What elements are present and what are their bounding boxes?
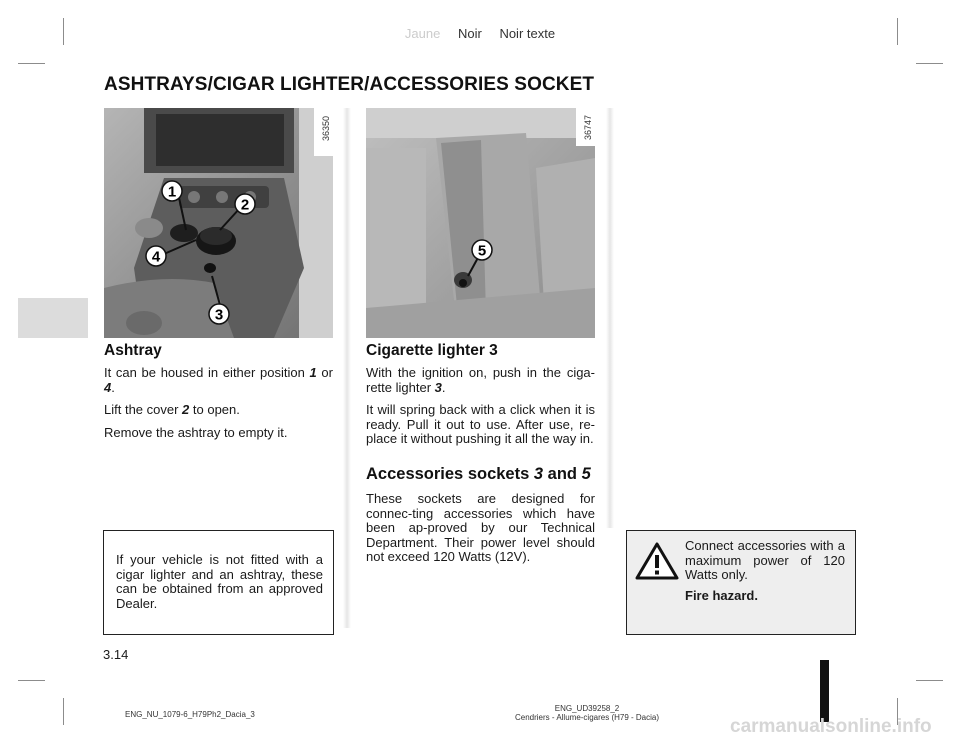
warning-box xyxy=(626,530,856,635)
ashtray-section xyxy=(104,342,333,440)
callout-1 xyxy=(162,181,182,201)
edge-bar xyxy=(820,660,829,722)
paragraph: It can be housed in either position 1 or 4. xyxy=(104,365,333,395)
paragraph: Lift the cover 2 to open. xyxy=(104,402,240,418)
callout-4 xyxy=(146,246,166,266)
chapter-tab xyxy=(18,298,88,338)
note-box xyxy=(103,530,334,635)
svg-text:1: 1 xyxy=(167,183,177,201)
color-label: Jaune xyxy=(404,26,441,41)
accessories-socket-photo xyxy=(366,108,595,338)
column-divider xyxy=(343,108,351,628)
paragraph: It will spring back with a click when it is ready. Pull it out to use. After use, re-place it without pushing it all the way in. xyxy=(366,402,595,447)
section-heading: Cigarette lighter 3 xyxy=(366,342,498,359)
ashtray-photo xyxy=(104,108,333,338)
svg-text:4: 4 xyxy=(151,248,161,266)
page-number: 3.14 xyxy=(103,647,129,662)
svg-text:5: 5 xyxy=(477,242,487,260)
section-heading: Ashtray xyxy=(104,342,162,359)
warning-triangle-icon xyxy=(634,541,680,581)
crop-mark xyxy=(63,698,64,725)
column-divider xyxy=(606,108,614,528)
svg-text:3: 3 xyxy=(214,306,224,324)
warning-text: Connect accessories with a maximum power of 120 Watts only. xyxy=(685,538,845,583)
crop-mark xyxy=(18,680,45,681)
paragraph: Remove the ashtray to empty it. xyxy=(104,424,288,440)
paragraph: These sockets are designed for connec-ting accessories which have been ap-proved by our Technical Department. Their power level should not exceed 120 Watts (12V). xyxy=(366,490,595,565)
svg-text:2: 2 xyxy=(240,196,250,214)
image-number: 36747 xyxy=(583,114,593,140)
image-number: 36350 xyxy=(321,115,331,141)
paragraph: With the ignition on, push in the ciga-rette lighter 3. xyxy=(366,365,595,395)
crop-mark xyxy=(916,63,943,64)
note-text: If your vehicle is not fitted with a cigar lighter and an ashtray, these can be obtained from an approved Dealer. xyxy=(116,552,323,611)
section-heading: Accessories sockets 3 and 5 xyxy=(366,464,591,483)
footer-left: ENG_NU_1079-6_H79Ph2_Dacia_3 xyxy=(125,710,255,719)
watermark: carmanualsonline.info xyxy=(730,716,932,737)
callout-5 xyxy=(472,240,492,260)
cigarette-lighter-section xyxy=(366,342,595,565)
callout-3 xyxy=(209,304,229,324)
callout-2 xyxy=(235,194,255,214)
color-labels xyxy=(0,26,960,41)
warning-emphasis: Fire hazard. xyxy=(685,588,758,603)
color-label: Noir xyxy=(457,26,482,41)
footer-right: ENG_UD39258_2 Cendriers - Allume-cigares (H79 - Dacia) xyxy=(514,704,660,722)
page-title: ASHTRAYS/CIGAR LIGHTER/ACCESSORIES SOCKET xyxy=(104,74,595,95)
crop-mark xyxy=(916,680,943,681)
crop-mark xyxy=(18,63,45,64)
color-label: Noir texte xyxy=(499,26,556,41)
